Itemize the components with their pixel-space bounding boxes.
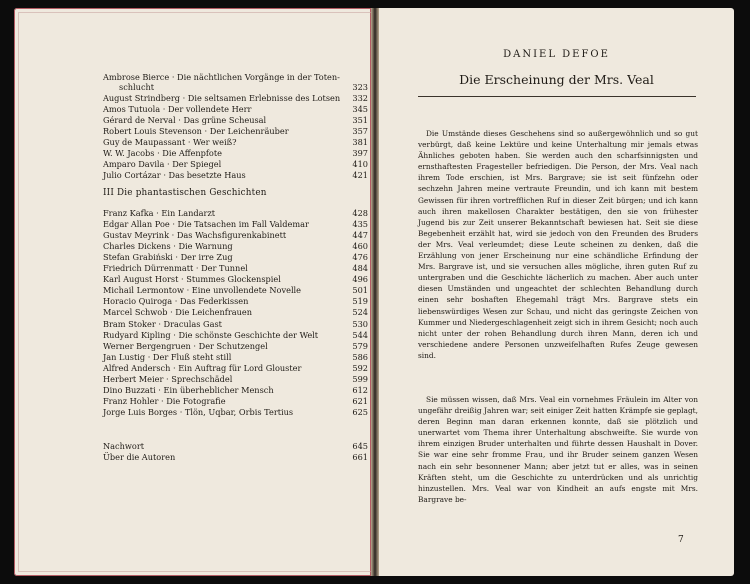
toc-entry-page: 519 (352, 296, 368, 307)
toc-entry-title: Jorge Luis Borges · Tlön, Uqbar, Orbis Tertius (103, 406, 294, 417)
toc-entry-page: 460 (352, 241, 368, 252)
body-paragraph-2: Sie müssen wissen, daß Mrs. Veal ein vornehmes Fräulein im Alter von ungefähr dreißig Jahren war; seit einiger Zeit hatten Krämpfe sie geplagt, deren Beginn man daran erkennen konnte, daß sie plötzlich und unerwartet vom Thema ihrer Unterhaltung abschweifte. Sie wurde von ihrem einzigen Bruder unterhalten und führte dessen Haushalt in Dover. Sie war eine sehr fromme Frau, und ihr Bruder seinem ganzen Wesen nach ein sehr besonnener Mann; aber jetzt tut er alles, was in seinen Kräften steht, um die Geschichte zu unterdrücken und als unrichtig hinzustellen. Mrs. Veal war von Kindheit an aufs engste mit Mrs. Bargrave be- (418, 395, 698, 504)
toc-entry-title: Julio Cortázar · Das besetzte Haus (103, 170, 246, 180)
toc-entry-page: 351 (352, 115, 368, 125)
toc-entry-page: 428 (352, 208, 368, 218)
toc-entry-page: 592 (352, 362, 368, 373)
toc-entry-title: W. W. Jacobs · Die Affenpfote (103, 148, 222, 158)
toc-entry-title: Dino Buzzati · Ein überheblicher Mensch (103, 384, 274, 395)
toc-entry-page: 621 (352, 395, 368, 406)
toc-entry-title: Charles Dickens · Die Warnung (103, 241, 233, 252)
toc-entry-title: Franz Kafka · Ein Landarzt (103, 208, 216, 218)
toc-entry-title: Stefan Grabiński · Der irre Zug (103, 252, 233, 263)
toc-entry-title: Guy de Maupassant · Wer weiß? (103, 137, 237, 147)
page-number: 7 (678, 535, 684, 545)
toc-entry-title: schlucht (119, 82, 155, 92)
toc-entry-page: 357 (352, 126, 368, 136)
toc-entry-title: Rudyard Kipling · Die schönste Geschichte der Welt (103, 329, 319, 340)
toc-entry-title: Werner Bergengruen · Der Schutzengel (103, 340, 268, 351)
toc-entry-page: 397 (352, 148, 368, 158)
toc-entry-title: Ambrose Bierce · Die nächtlichen Vorgänge in der Toten- (103, 72, 340, 82)
toc-entry-title: Karl August Horst · Stummes Glockenspiel (103, 274, 281, 285)
toc-entry-page: 484 (352, 263, 368, 274)
story-title: Die Erscheinung der Mrs. Veal (459, 72, 654, 87)
toc-entry-page: 447 (352, 230, 368, 241)
toc-entry-page: 501 (352, 285, 368, 296)
toc-entry-page: 625 (352, 406, 368, 417)
toc-entry-page: 544 (352, 329, 368, 340)
toc-entry-page: 476 (352, 252, 368, 263)
toc-entry-page: 332 (352, 93, 368, 103)
toc-entry-title: Herbert Meier · Sprechschädel (103, 373, 233, 384)
toc-entry-page: 323 (352, 82, 368, 92)
right-page (379, 8, 734, 576)
toc-entry-title: Robert Louis Stevenson · Der Leichenräuber (103, 126, 289, 136)
section-heading: III Die phantastischen Geschichten (103, 188, 267, 198)
toc-entry-title: Gustav Meyrink · Das Wachsfigurenkabinett (103, 230, 287, 241)
toc-entry-page: 579 (352, 340, 368, 351)
book-gutter (371, 8, 379, 576)
toc-entry-title: Jan Lustig · Der Fluß steht still (103, 351, 232, 362)
toc-entry-page: 599 (352, 373, 368, 384)
toc-entry-title: Bram Stoker · Draculas Gast (103, 318, 222, 329)
toc-entry-title: Friedrich Dürrenmatt · Der Tunnel (103, 263, 248, 274)
toc-entry-page: 435 (352, 219, 368, 230)
author-heading: DANIEL DEFOE (503, 49, 610, 60)
left-page (14, 8, 371, 576)
toc-entry-title: August Strindberg · Die seltsamen Erlebnisse des Lotsen (103, 93, 341, 103)
toc-entry-title: Amos Tutuola · Der vollendete Herr (103, 104, 252, 114)
toc-entry-page: 524 (352, 307, 368, 318)
toc-entry-page: 612 (352, 384, 368, 395)
toc-entry-title: Marcel Schwob · Die Leichenfrauen (103, 307, 253, 318)
toc-entry-title: Edgar Allan Poe · Die Tatsachen im Fall Valdemar (103, 219, 309, 230)
toc-entry-page: 410 (352, 159, 368, 169)
toc-entry-page: 530 (352, 318, 368, 329)
toc-entry-title: Alfred Andersch · Ein Auftrag für Lord Glouster (103, 362, 302, 373)
toc-entry-title: Michail Lermontow · Eine unvollendete Novelle (103, 285, 302, 296)
toc-entry-page: 381 (352, 137, 368, 147)
toc-entry-page: 345 (352, 104, 368, 114)
toc-entry-page: 421 (352, 170, 368, 180)
toc-entry-title: Franz Hohler · Die Fotografie (103, 395, 226, 406)
toc-entry-title: Über die Autoren (103, 452, 176, 462)
body-paragraph-1: Die Umstände dieses Geschehens sind so außergewöhnlich und so gut verbürgt, daß keine Lektüre und keine Unterhaltung mir jemals etwas Ähnliches geboten haben. Sie werden auch den scharfsinnigsten und ernsthaftesten Fragesteller befriedigen. Die Person, der Mrs. Veal nach ihrem Tode erschien, ist Mrs. Bargrave; sie ist seit fünfzehn oder sechzehn Jahren meine vertraute Freundin, und ich kann mit bestem Gewissen für ihren vortrefflichen Ruf in dieser Zeit bürgen; und ich kann auch ihren makellosen Charakter bestätigen, den sie von frühester Jugend bis zur Zeit unserer Bekanntschaft bewiesen hat. Seit sie diese Begebenheit erzählt hat, wird sie jedoch von den Freunden des Bruders der Mrs. Veal verleumdet; diese Leute scheinen zu denken, daß die Erzählung von jener Erscheinung nur eine schändliche Erfindung der Mrs. Bargrave ist, und sie versuchen alles mögliche, ihren guten Ruf zu untergraben und die Geschichte lächerlich zu machen. Aber auch unter diesen Umständen und ungeachtet der schlechten Behandlung durch einen sehr boshaften Ehegemahl trägt Mrs. Bargrave stets ein liebenswürdiges Wesen zur Schau, und nicht das geringste Zeichen von Kummer und Niedergeschlagenheit zeigt sich in ihrem Gesicht; noch auch nicht unter der rohen Behandlung durch ihren Mann, deren ich und verschiedene andere Personen unzweifelhaften Rufes Zeuge gewesen sind. (418, 129, 698, 360)
toc-entry-page: 645 (352, 441, 368, 451)
toc-entry-page: 586 (352, 351, 368, 362)
title-rule (418, 96, 696, 97)
toc-entry-page: 496 (352, 274, 368, 285)
toc-entry-title: Gérard de Nerval · Das grüne Scheusal (103, 115, 267, 125)
toc-entry-title: Amparo Davila · Der Spiegel (103, 159, 222, 169)
toc-entry-title: Nachwort (103, 441, 145, 451)
toc-entry-title: Horacio Quiroga · Das Federkissen (103, 296, 249, 307)
toc-entry-page: 661 (352, 452, 368, 462)
